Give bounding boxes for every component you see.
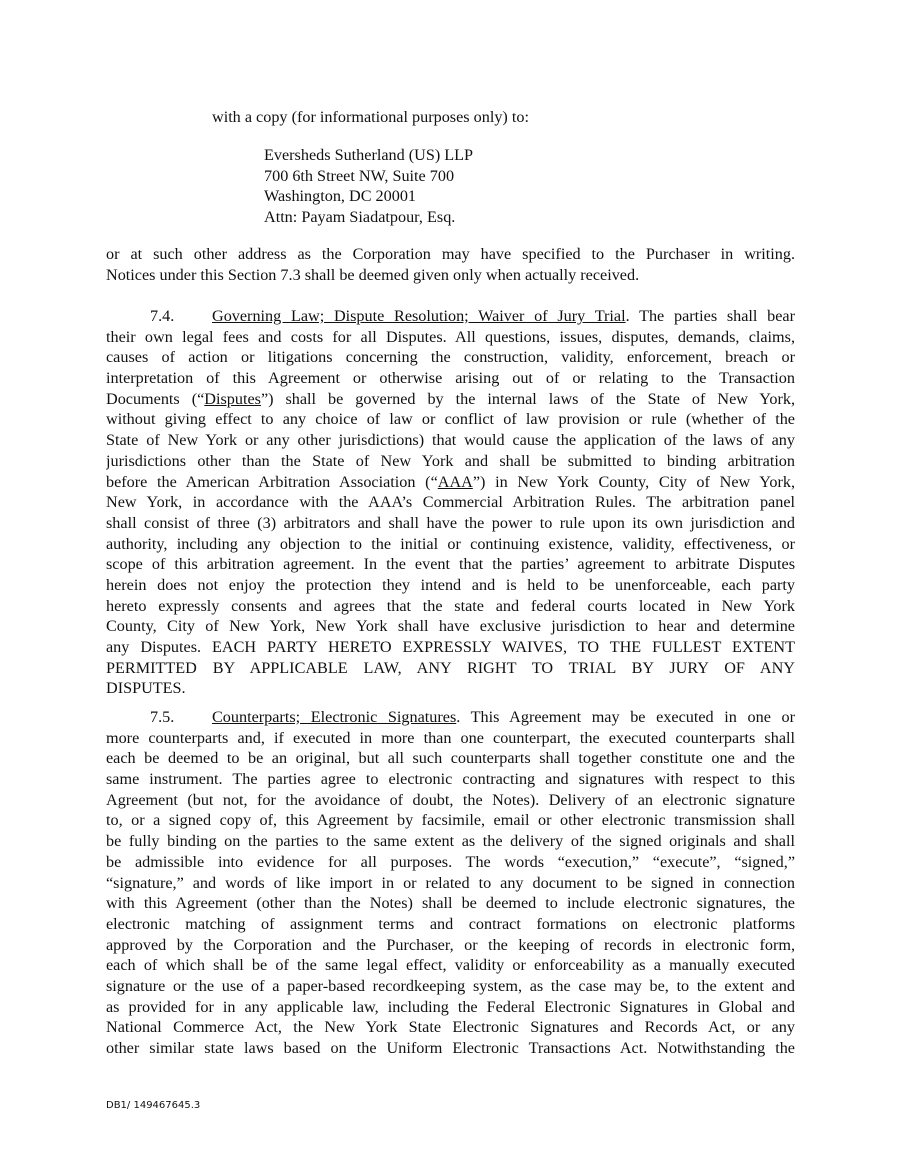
text-span: each of which shall be of the same legal effect, validity or enforceability as a manually executed bbox=[106, 956, 795, 975]
text-span: any Disputes. EACH PARTY HERETO EXPRESSLY WAIVES, TO THE FULLEST EXTENT bbox=[106, 638, 795, 656]
text-line bbox=[106, 575, 795, 596]
text-span: Notices under this Section 7.3 shall be deemed given only when actually received. bbox=[106, 265, 640, 284]
text-line bbox=[106, 728, 795, 749]
section-7-5 bbox=[106, 707, 795, 1059]
text-span: . The parties shall bear bbox=[625, 307, 795, 325]
text-line bbox=[106, 873, 795, 894]
text-span: be admissible into evidence for all purposes. The words “execution,” “execute”, “signed,” bbox=[106, 852, 795, 871]
text-span: or at such other address as the Corporation may have specified to the Purchaser in writing. bbox=[106, 245, 795, 263]
section-heading: Disputes bbox=[204, 389, 261, 408]
text-line bbox=[106, 748, 795, 769]
text-span: State of New York or any other jurisdictions) that would cause the application of the laws of any bbox=[106, 431, 795, 450]
text-line bbox=[106, 637, 795, 658]
section-heading: AAA bbox=[437, 472, 473, 491]
document-id-footer: DB1/ 149467645.3 bbox=[106, 1100, 201, 1111]
text-line bbox=[106, 265, 795, 286]
text-span: as provided for in any applicable law, including the Federal Electronic Signatures in Global and bbox=[106, 997, 795, 1016]
text-span: ”) in New York County, City of New York, bbox=[472, 472, 795, 491]
text-span: to, or a signed copy of, this Agreement by facsimile, email or other electronic transmission shall bbox=[106, 811, 795, 830]
text-line bbox=[106, 596, 795, 617]
text-span: without giving effect to any choice of law or conflict of law provision or rule (whether of the bbox=[106, 410, 795, 429]
text-span: electronic matching of assignment terms and contract formations on electronic platforms bbox=[106, 914, 795, 933]
text-span: scope of this arbitration agreement. In the event that the parties’ agreement to arbitrate Disputes bbox=[106, 555, 795, 574]
text-span: “signature,” and words of like import in or related to any document to be signed in connection bbox=[106, 873, 795, 892]
text-span: before the American Arbitration Association (“ bbox=[106, 472, 438, 491]
section-number: 7.5. bbox=[150, 708, 175, 726]
text-line bbox=[106, 769, 795, 790]
text-line bbox=[106, 658, 795, 679]
text-line bbox=[106, 997, 795, 1018]
text-span: authority, including any objection to the initial or continuing existence, validity, effectiveness, or bbox=[106, 534, 795, 553]
text-line bbox=[106, 472, 795, 493]
address-line: Eversheds Sutherland (US) LLP bbox=[264, 146, 474, 164]
text-line bbox=[106, 935, 795, 956]
section-heading: Counterparts; Electronic Signatures bbox=[212, 708, 457, 726]
text-span: PERMITTED BY APPLICABLE LAW, ANY RIGHT TO TRIAL BY JURY OF ANY bbox=[106, 658, 795, 677]
text-line bbox=[106, 955, 795, 976]
text-span: Agreement (but not, for the avoidance of doubt, the Notes). Delivery of an electronic signature bbox=[106, 790, 795, 809]
text-span: ”) shall be governed by the internal laws of the State of New York, bbox=[260, 389, 795, 408]
text-span: same instrument. The parties agree to electronic contracting and signatures with respect to this bbox=[106, 770, 795, 789]
text-span: other similar state laws based on the Uniform Electronic Transactions Act. Notwithstanding the bbox=[106, 1039, 795, 1057]
text-line bbox=[106, 707, 795, 728]
text-span: DISPUTES. bbox=[106, 679, 186, 698]
text-line bbox=[106, 451, 795, 472]
text-line bbox=[106, 914, 795, 935]
text-span: County, City of New York, New York shall have exclusive jurisdiction to hear and determine bbox=[106, 617, 795, 636]
section-7-4 bbox=[106, 306, 795, 699]
text-span: be fully binding on the parties to the same extent as the delivery of the signed originals and shall bbox=[106, 832, 795, 851]
copy-intro-text: with a copy (for informational purposes only) to: bbox=[212, 108, 529, 126]
text-line bbox=[106, 430, 795, 451]
address-line: Washington, DC 20001 bbox=[264, 187, 417, 206]
copy-intro bbox=[212, 107, 900, 128]
text-line bbox=[106, 678, 795, 699]
text-line bbox=[106, 1017, 795, 1038]
text-span: their own legal fees and costs for all Disputes. All questions, issues, disputes, demands, claims, bbox=[106, 327, 795, 346]
text-line bbox=[106, 368, 795, 389]
text-line bbox=[106, 327, 795, 348]
text-line bbox=[106, 852, 795, 873]
text-span: . This Agreement may be executed in one or bbox=[456, 708, 795, 726]
text-line bbox=[106, 513, 795, 534]
text-line bbox=[106, 976, 795, 997]
text-line bbox=[106, 893, 795, 914]
text-span: approved by the Corporation and the Purchaser, or the keeping of records in electronic form, bbox=[106, 935, 795, 954]
section-number: 7.4. bbox=[150, 307, 175, 325]
text-line bbox=[106, 347, 795, 368]
section-heading: Governing Law; Dispute Resolution; Waiver of Jury Trial bbox=[212, 307, 626, 325]
text-span: New York, in accordance with the AAA’s Commercial Arbitration Rules. The arbitration panel bbox=[106, 493, 795, 512]
text-span: with this Agreement (other than the Notes) shall be deemed to include electronic signatures, the bbox=[106, 894, 795, 913]
address-line: 700 6th Street NW, Suite 700 bbox=[264, 166, 455, 185]
text-span: each be deemed to be an original, but all such counterparts shall together constitute one and the bbox=[106, 749, 795, 768]
text-line bbox=[106, 616, 795, 637]
text-line bbox=[106, 534, 795, 555]
text-span: causes of action or litigations concerning the construction, validity, enforcement, breach or bbox=[106, 348, 795, 367]
address-block bbox=[264, 145, 900, 228]
text-line bbox=[106, 409, 795, 430]
text-span: Documents (“ bbox=[106, 389, 205, 408]
text-line bbox=[106, 554, 795, 575]
text-line bbox=[106, 244, 795, 265]
notice-paragraph bbox=[106, 244, 795, 285]
address-line: Attn: Payam Siadatpour, Esq. bbox=[264, 208, 456, 227]
text-span: signature or the use of a paper-based recordkeeping system, as the case may be, to the extent and bbox=[106, 976, 795, 995]
text-line bbox=[106, 492, 795, 513]
text-span: shall consist of three (3) arbitrators and shall have the power to rule upon its own jurisdiction and bbox=[106, 513, 795, 532]
text-line bbox=[106, 790, 795, 811]
text-line bbox=[106, 389, 795, 410]
text-span: more counterparts and, if executed in more than one counterpart, the executed counterparts shall bbox=[106, 728, 795, 747]
text-span: hereto expressly consents and agrees that the state and federal courts located in New York bbox=[106, 596, 795, 615]
text-line bbox=[106, 831, 795, 852]
text-line bbox=[106, 810, 795, 831]
text-span: jurisdictions other than the State of New York and shall be submitted to binding arbitration bbox=[106, 451, 795, 470]
text-span: interpretation of this Agreement or otherwise arising out of or relating to the Transaction bbox=[106, 369, 795, 388]
text-span: herein does not enjoy the protection they intend and is held to be unenforceable, each party bbox=[106, 575, 795, 594]
text-span: National Commerce Act, the New York State Electronic Signatures and Records Act, or any bbox=[106, 1018, 795, 1037]
text-line bbox=[106, 306, 795, 327]
text-line bbox=[106, 1038, 795, 1059]
